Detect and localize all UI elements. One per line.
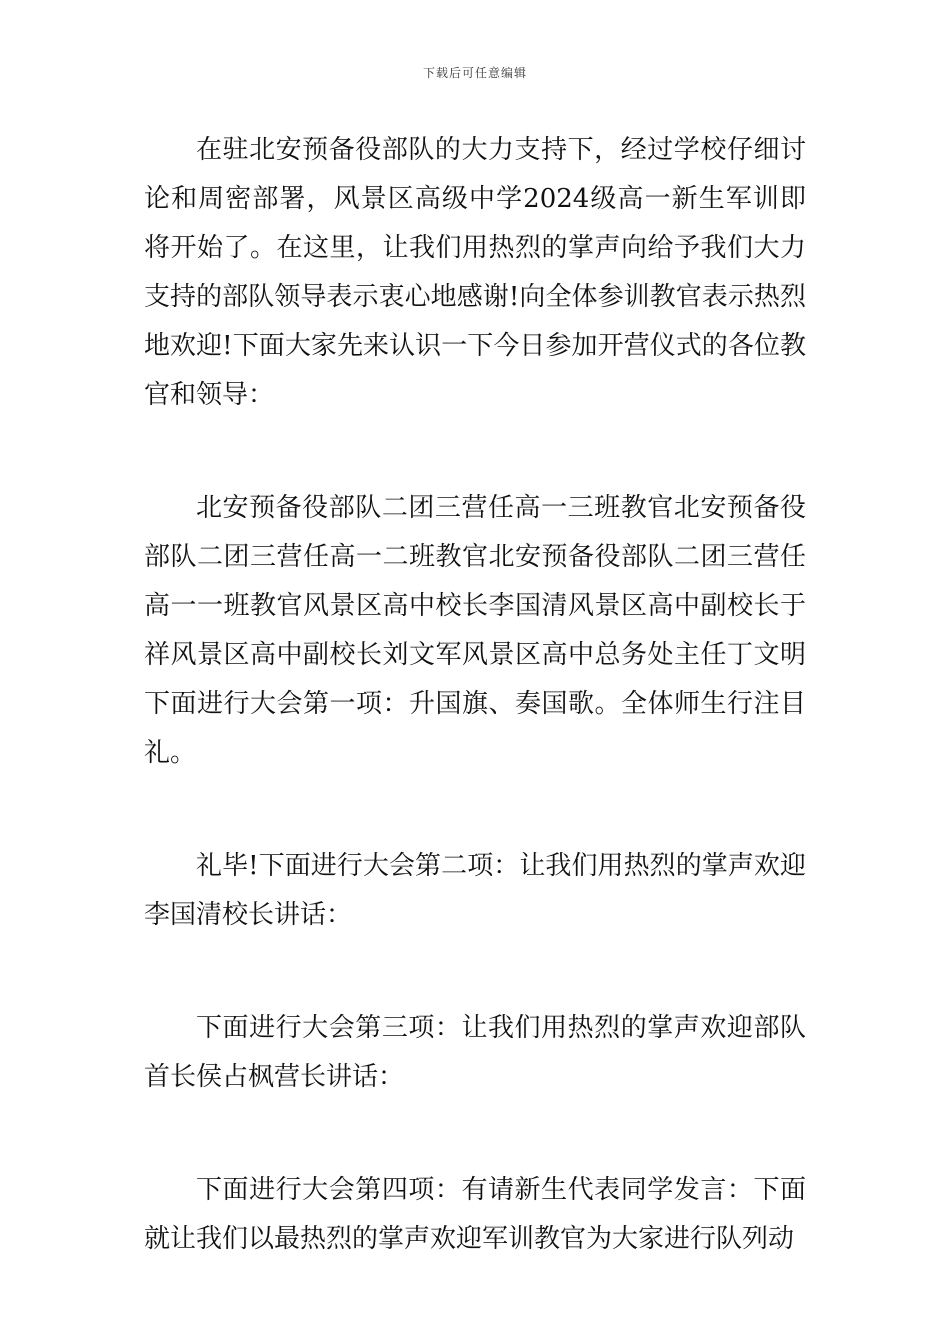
paragraph-guest-list: 北安预备役部队二团三营任高一三班教官北安预备役部队二团三营任高一二班教官北安预备役部队二团三营任高一一班教官风景区高中校长李国清风景区高中副校长于祥风景区高中副校长刘文军风景区高中总务处主任丁文明下面进行大会第一项：升国旗、奏国歌。全体师生行注目礼。 [144,493,806,768]
paragraph-opening: 在驻北安预备役部队的大力支持下，经过学校仔细讨论和周密部署，风景区高级中学2024级高一新生军训即将开始了。在这里，让我们用热烈的掌声向给予我们大力支持的部队领导表示衷心地感谢!向全体参训教官表示热烈地欢迎!下面大家先来认识一下今日参加开营仪式的各位教官和领导： [144,135,806,410]
paragraph-item-three: 下面进行大会第三项：让我们用热烈的掌声欢迎部队首长侯占枫营长讲话： [144,1013,806,1092]
paragraph-item-four: 下面进行大会第四项：有请新生代表同学发言：下面就让我们以最热烈的掌声欢迎军训教官为大家进行队列动 [144,1175,806,1254]
paragraph-item-two: 礼毕!下面进行大会第二项：让我们用热烈的掌声欢迎李国清校长讲话： [144,851,806,930]
document-body [144,126,806,1264]
page-header: 下载后可任意编辑 [422,66,527,80]
